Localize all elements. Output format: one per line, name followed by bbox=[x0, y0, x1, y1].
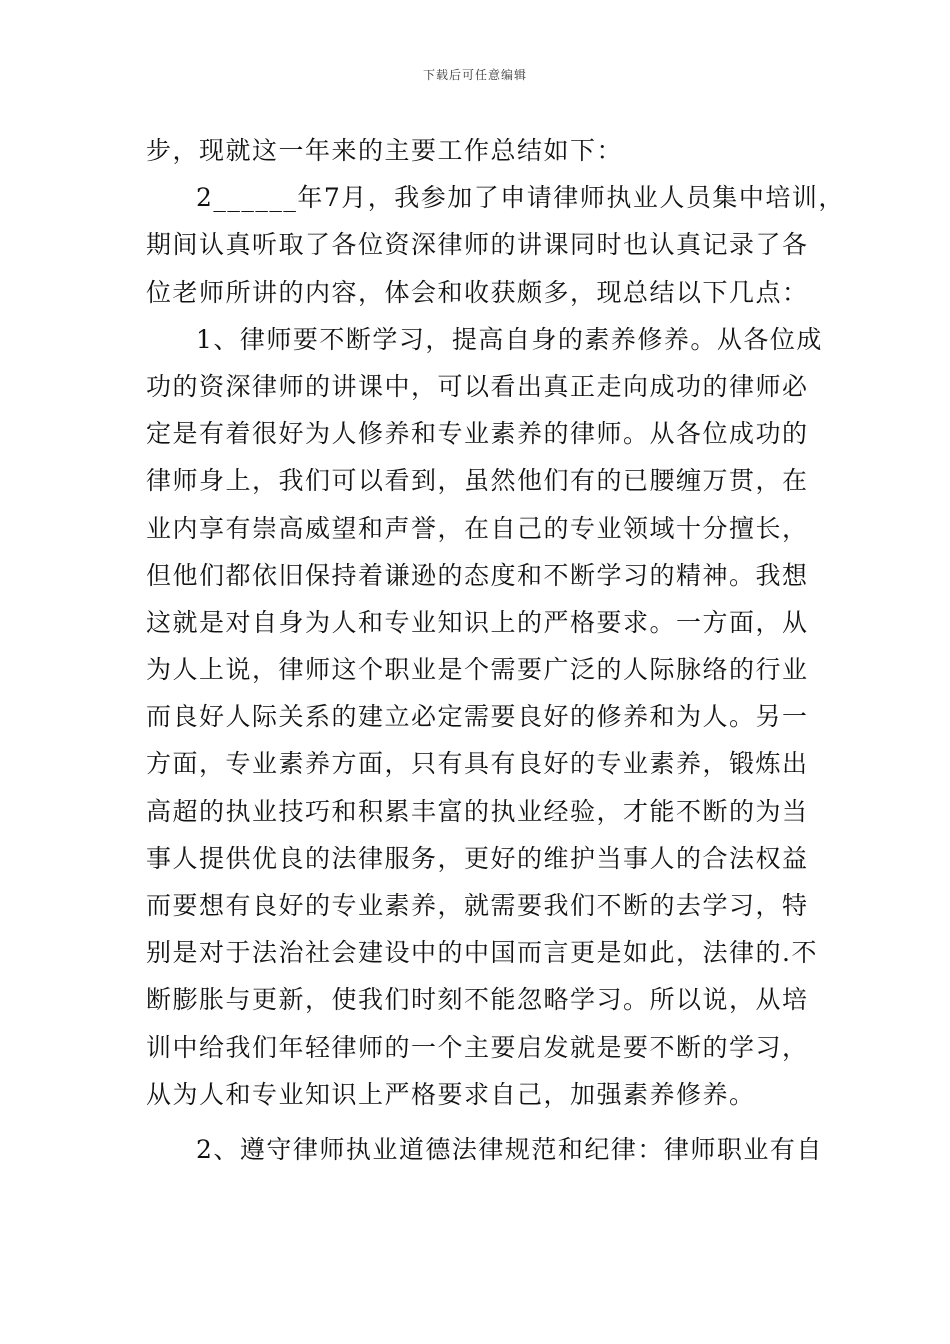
text-line: 1、律师要不断学习，提高自身的素养修养。从各位成 bbox=[196, 324, 823, 354]
text-line: 事人提供优良的法律服务，更好的维护当事人的合法权益 bbox=[146, 843, 809, 873]
text-line: 但他们都依旧保持着谦逊的态度和不断学习的精神。我想 bbox=[146, 560, 809, 590]
text-line: 2、遵守律师执业道德法律规范和纪律：律师职业有自 bbox=[196, 1134, 823, 1164]
text-line: 为人上说，律师这个职业是个需要广泛的人际脉络的行业 bbox=[146, 655, 809, 685]
text-line: 步，现就这一年来的主要工作总结如下： bbox=[146, 136, 624, 165]
text-line: 位老师所讲的内容，体会和收获颇多，现总结以下几点： bbox=[146, 277, 809, 307]
text-line: 训中给我们年轻律师的一个主要启发就是要不断的学习， bbox=[146, 1032, 809, 1062]
text-line: 而要想有良好的专业素养，就需要我们不断的去学习，特 bbox=[146, 891, 809, 920]
text-line: 从为人和专业知识上严格要求自己，加强素养修养。 bbox=[146, 1079, 756, 1109]
text-line: 断膨胀与更新，使我们时刻不能忽略学习。所以说，从培 bbox=[146, 985, 809, 1015]
text-line: 2______年7月，我参加了申请律师执业人员集中培训， bbox=[196, 183, 845, 213]
text-line: 期间认真听取了各位资深律师的讲课同时也认真记录了各 bbox=[146, 230, 809, 260]
text-line: 方面，专业素养方面，只有具有良好的专业素养，锻炼出 bbox=[146, 749, 809, 779]
document-body bbox=[146, 127, 845, 1173]
text-line: 律师身上，我们可以看到，虽然他们有的已腰缠万贯，在 bbox=[146, 466, 809, 496]
text-line: 功的资深律师的讲课中，可以看出真正走向成功的律师必 bbox=[146, 371, 809, 401]
text-line: 而良好人际关系的建立必定需要良好的修养和为人。另一 bbox=[146, 702, 809, 732]
text-line: 别是对于法治社会建设中的中国而言更是如此，法律的.不 bbox=[146, 938, 818, 968]
text-line: 定是有着很好为人修养和专业素养的律师。从各位成功的 bbox=[146, 419, 809, 449]
text-line: 这就是对自身为人和专业知识上的严格要求。一方面，从 bbox=[146, 607, 809, 637]
text-line: 业内享有崇高威望和声誉，在自己的专业领域十分擅长， bbox=[146, 513, 809, 543]
text-line: 高超的执业技巧和积累丰富的执业经验，才能不断的为当 bbox=[146, 796, 809, 826]
page-header: 下载后可任意编辑 bbox=[422, 68, 527, 82]
